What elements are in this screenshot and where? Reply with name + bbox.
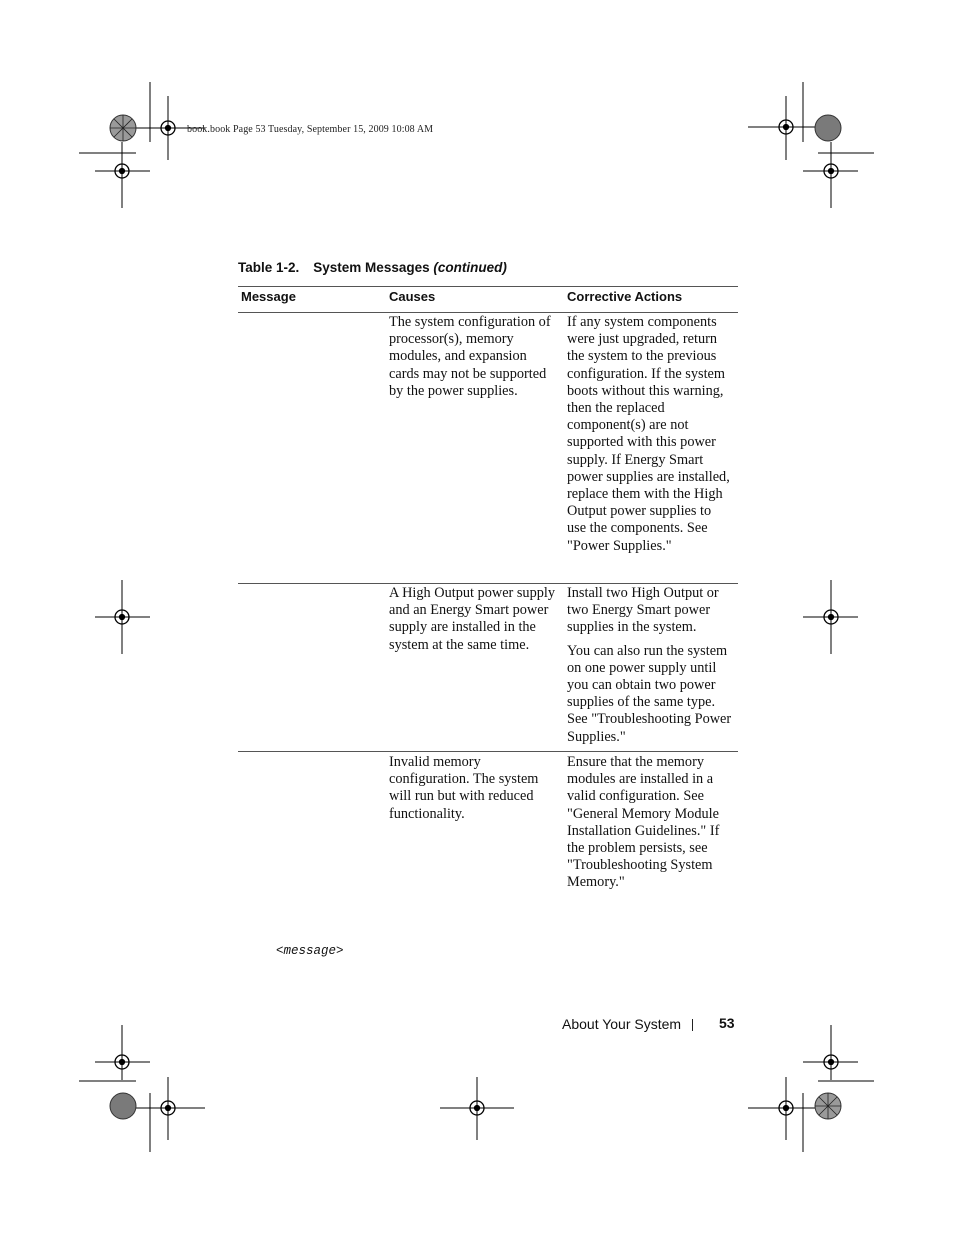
page-number: 53: [719, 1015, 735, 1031]
code-message: <message>: [276, 944, 344, 958]
row-2-action-text-1: Install two High Output or two Energy Smart power supplies in the system.: [567, 585, 719, 636]
column-header-causes: Causes: [389, 289, 436, 304]
row-2-action-text-2: You can also run the system on one power supply until you can obtain two power supplies of the same type. See "Troubleshooting Power Supplies.": [567, 642, 732, 745]
row-3-actions: [567, 754, 733, 898]
row-2-cause-text: A High Output power supply and an Energy Smart power supply are installed in the system at the same time.: [389, 585, 555, 653]
row-2-actions: [567, 585, 733, 752]
table-caption-suffix: (continued): [433, 260, 507, 275]
table-top-rule: [238, 286, 738, 287]
print-header: book.book Page 53 Tuesday, September 15, 2009 10:08 AM: [187, 124, 434, 135]
column-header-actions: Corrective Actions: [567, 289, 683, 304]
row-1-cause-text: The system configuration of processor(s), memory modules, and expansion cards may not be supported by the power supplies.: [389, 314, 551, 399]
column-header-message: Message: [241, 289, 296, 304]
row-1-causes: [389, 314, 559, 406]
row-3-action-text: Ensure that the memory modules are installed in a valid configuration. See "General Memory Module Installation Guidelines." If the problem persists, see "Troubleshooting System Memory.": [567, 754, 720, 891]
row-3-cause-text: Invalid memory configuration. The system will run but with reduced functionality.: [389, 754, 539, 822]
table-header-rule: [238, 312, 738, 313]
table-caption-label: Table 1-2.: [238, 260, 300, 275]
row-1-action-text: If any system components were just upgraded, return the system to the previous configuration. If the system boots without this warning, then the replaced component(s) are not supported with this power supply. If Energy Smart power supplies are installed, replace them with the High Output power supplies to use the components. See "Power Supplies.": [567, 314, 730, 554]
row-2-causes: [389, 585, 559, 660]
footer-divider: [692, 1019, 693, 1031]
row-1-actions: [567, 314, 733, 561]
row-3-causes: [389, 754, 559, 829]
row-2-divider: [238, 751, 738, 752]
table-caption: [238, 260, 507, 275]
table-caption-title: System Messages: [313, 260, 430, 275]
footer-section-title: About Your System: [562, 1016, 682, 1032]
row-1-divider: [238, 583, 738, 584]
